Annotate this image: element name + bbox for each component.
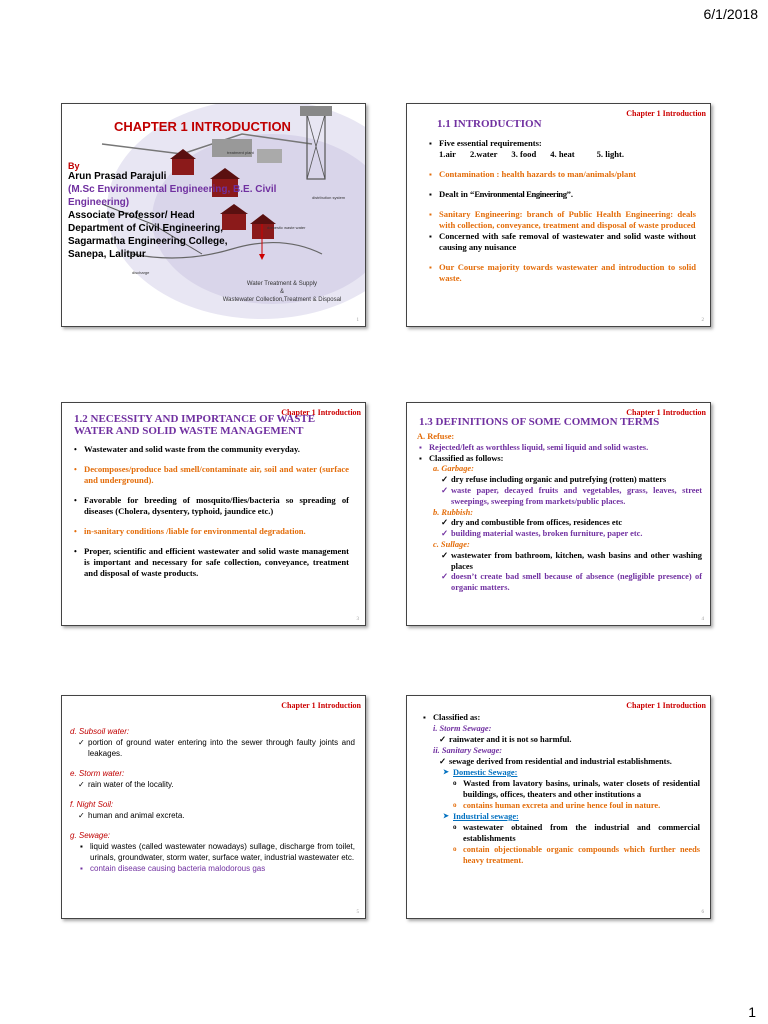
slide-number: 1	[356, 318, 359, 323]
slide-3-title: 1.2 NECESSITY AND IMPORTANCE OF WASTE WATER AND SOLID WASTE MANAGEMENT	[74, 413, 316, 437]
industrial-sewage-heading	[443, 811, 700, 822]
garbage-point-2: ✓ waste paper, decayed fruits and vegetables, grass, leaves, street sweepings, sweeping from markets/public places.	[441, 486, 702, 508]
label-treatment-plant: treatment plant	[227, 150, 254, 155]
dealt-emphasis: Environmental Engineering	[474, 189, 567, 199]
slide-number: 3	[356, 617, 359, 622]
garbage-point-1: ✓ dry refuse including organic and putrefying (rotten) matters	[441, 475, 702, 486]
classified-as: ▪ Classified as:	[421, 712, 700, 723]
industrial-point-1: o wastewater obtained from the industrial and commercial establishments	[453, 822, 700, 844]
sullage-heading: c. Sullage:	[433, 539, 470, 549]
dealt-prefix: Dealt in “	[439, 189, 475, 199]
rubbish-point-2: ✓ building material wastes, broken furniture, paper etc.	[441, 529, 702, 540]
domestic-point-1: o Wasted from lavatory basins, urinals, water closets of residential buildings, offices, theaters and other institutions a	[453, 778, 700, 800]
author-college: Sagarmatha Engineering College,	[68, 236, 228, 247]
domestic-sewage-heading	[443, 767, 700, 778]
author-position: Associate Professor/ Head	[68, 210, 195, 221]
label-domestic-waste: domestic waste water	[267, 225, 306, 230]
rubbish-heading: b. Rubbish:	[433, 507, 474, 517]
bullet-contamination: ▪ Contamination : health hazards to man/animals/plant	[427, 169, 696, 180]
sewage-heading: g. Sewage:	[70, 831, 111, 840]
by-label: By	[68, 161, 80, 171]
industrial-point-2: o contain objectionable organic compounds which further needs heavy treatment.	[453, 844, 700, 866]
slide-number: 4	[701, 617, 704, 622]
bullet-requirements: ▪ Five essential requirements:	[427, 138, 696, 149]
chapter-label: Chapter 1 Introduction	[626, 701, 706, 710]
bullet-proper-management: • Proper, scientific and efficient wastewater and solid waste management is important and necessary for safe collection, conveyance, treatment and disposal of waste products.	[72, 546, 349, 579]
rubbish-point-1: ✓ dry and combustible from offices, residences etc	[441, 518, 702, 529]
slide-4-title: 1.3 DEFINITIONS OF SOME COMMON TERMS	[419, 416, 660, 428]
chapter-label: Chapter 1 Introduction	[626, 408, 706, 417]
slide-1	[61, 103, 366, 327]
refuse-definition: ▪ Rejected/left as worthless liquid, semi liquid and solid wastes.	[417, 443, 702, 454]
author-department: Department of Civil Engineering,	[68, 223, 224, 234]
caption-line-2: &	[279, 289, 284, 295]
storm-sewage-heading: i. Storm Sewage:	[433, 724, 492, 733]
dealt-suffix: ”.	[566, 189, 574, 199]
slide-number: 5	[356, 910, 359, 915]
night-soil-heading: f. Night Soil:	[70, 800, 114, 809]
caption-line-3: Wastewater Collection,Treatment & Disposal	[222, 297, 342, 303]
domestic-sewage-label: Domestic Sewage:	[453, 768, 518, 777]
chapter-label: Chapter 1 Introduction	[626, 109, 706, 118]
chapter-label: Chapter 1 Introduction	[281, 701, 361, 710]
sullage-point-1: ✓ wastewater from bathroom, kitchen, wash basins and other washing places	[441, 551, 702, 573]
storm-sewage-point: ✓ rainwater and it is not so harmful.	[439, 734, 700, 745]
label-distribution: distribution system	[312, 195, 346, 200]
author-degree: (M.Sc Environmental Engineering, B.E. Civil Engineering)	[68, 184, 277, 208]
req-air: 1.air	[439, 149, 456, 159]
garbage-heading: a. Garbage:	[433, 464, 474, 474]
refuse-heading: A. Refuse:	[417, 432, 455, 441]
author-location: Sanepa, Lalitpur	[68, 249, 146, 260]
industrial-sewage-label: Industrial sewage:	[453, 812, 519, 821]
slide-6	[406, 695, 711, 919]
req-water: 2.water	[469, 149, 498, 159]
sullage-point-2: ✓ doesn’t create bad smell because of absence (negligible presence) of organic matters.	[441, 572, 702, 594]
image-caption	[202, 280, 362, 304]
domestic-point-2: o contains human excreta and urine hence foul in nature.	[453, 800, 700, 811]
slide-number: 6	[701, 910, 704, 915]
slide-3	[61, 402, 366, 626]
bullet-dealt-in	[427, 189, 696, 200]
req-light: 5. light.	[596, 149, 625, 159]
slide-number: 2	[701, 318, 704, 323]
slide-1-title: CHAPTER 1 INTRODUCTION	[114, 119, 291, 134]
bullet-decomposes: • Decomposes/produce bad smell/contaminate air, soil and water (surface and underground).	[72, 464, 349, 486]
bullet-daily-waste: • Wastewater and solid waste from the community everyday.	[72, 444, 349, 455]
sanitary-sewage-point: ✓ sewage derived from residential and industrial establishments.	[439, 756, 700, 767]
bullet-concerned: ▪ Concerned with safe removal of wastewater and solid waste without causing any nuisance	[427, 231, 696, 253]
chapter-label: Chapter 1 Introduction	[281, 408, 361, 417]
req-food: 3. food	[511, 149, 537, 159]
label-discharge: discharge	[132, 270, 150, 275]
requirements-list	[427, 149, 696, 160]
subsoil-heading: d. Subsoil water:	[70, 727, 130, 736]
page-number: 1	[748, 1004, 756, 1020]
sanitary-sewage-heading: ii. Sanitary Sewage:	[433, 746, 503, 755]
slide-2	[406, 103, 711, 327]
bullet-sanitary-engineering: ▪ Sanitary Engineering: branch of Public Health Engineering: deals with collection, conveyance, treatment and disposal of waste produced	[427, 209, 696, 231]
bullet-insanitary: • in-sanitary conditions /liable for environmental degradation.	[72, 526, 349, 537]
slide-1-author-block	[68, 162, 318, 261]
slide-4	[406, 402, 711, 626]
refuse-classified: ▪ Classified as follows:	[417, 454, 702, 465]
bullet-breeding: • Favorable for breeding of mosquito/flies/bacteria so spreading of diseases (Cholera, dysentery, typhoid, jaundice etc.)	[72, 495, 349, 517]
storm-water-heading: e. Storm water:	[70, 769, 125, 778]
sewage-point-2: ▪ contain disease causing bacteria malodorous gas	[78, 863, 355, 874]
print-date: 6/1/2018	[703, 6, 758, 22]
req-heat: 4. heat	[550, 149, 575, 159]
slide-5	[61, 695, 366, 919]
bullet-our-course: ▪ Our Course majority towards wastewater and introduction to solid waste.	[427, 262, 696, 284]
slide-2-title: 1.1 INTRODUCTION	[437, 118, 542, 130]
storm-water-point: ✓ rain water of the locality.	[78, 779, 355, 790]
author-name: Arun Prasad Parajuli	[68, 171, 167, 182]
sewage-point-1: ▪ liquid wastes (called wastewater nowadays) sullage, discharge from toilet, urinals, groundwater, storm water, surface water, industrial wastewater etc.	[78, 841, 355, 863]
night-soil-point: ✓ human and animal excreta.	[78, 810, 355, 821]
caption-line-1: Water Treatment & Supply	[246, 281, 318, 287]
subsoil-point: ✓ portion of ground water entering into the sewer through faulty joints and leakages.	[78, 737, 355, 759]
